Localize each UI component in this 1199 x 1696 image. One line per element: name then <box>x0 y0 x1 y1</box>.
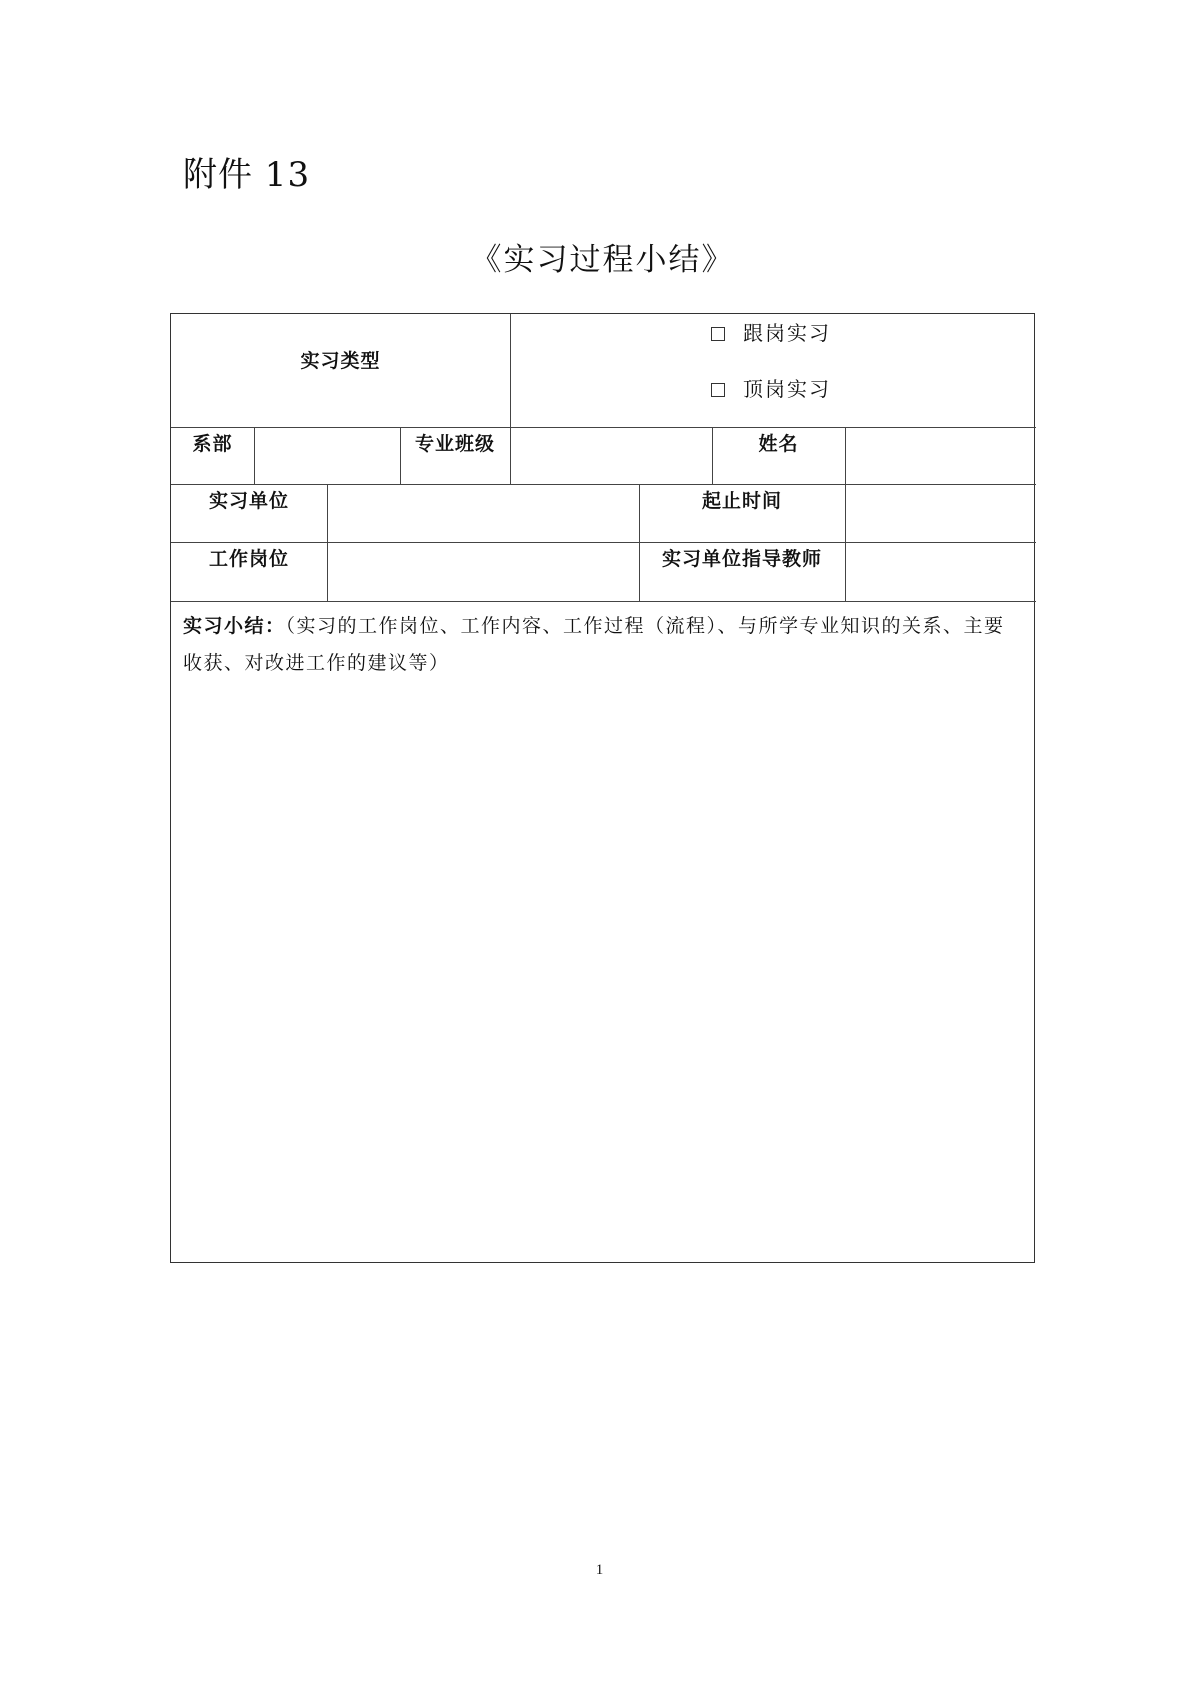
department-field[interactable] <box>255 428 400 484</box>
option-shadow-internship-label: 跟岗实习 <box>743 321 831 345</box>
summary-area[interactable] <box>171 602 1034 1262</box>
option-shadow-internship[interactable] <box>711 320 831 346</box>
attachment-label: 附件 13 <box>183 155 311 195</box>
summary-label: 实习小结： <box>183 615 286 637</box>
position-field[interactable] <box>328 543 639 601</box>
major-class-field[interactable] <box>511 428 712 484</box>
unit-field[interactable] <box>328 485 639 542</box>
option-full-internship-label: 顶岗实习 <box>743 377 831 401</box>
column-divider <box>510 314 511 427</box>
checkbox-icon[interactable] <box>711 383 725 397</box>
document-title: 《实习过程小结》 <box>470 242 735 278</box>
name-label: 姓名 <box>758 433 799 455</box>
major-class-label: 专业班级 <box>414 433 495 455</box>
supervisor-label: 实习单位指导教师 <box>661 548 822 570</box>
period-label: 起止时间 <box>701 490 782 512</box>
option-full-internship[interactable] <box>711 376 831 402</box>
internship-type-label: 实习类型 <box>300 350 381 372</box>
position-label: 工作岗位 <box>208 548 289 570</box>
summary-hint: （实习的工作岗位、工作内容、工作过程（流程）、与所学专业知识的关系、主要收获、对改进工作的建议等） <box>183 615 1005 674</box>
summary-text <box>183 608 1023 682</box>
name-field[interactable] <box>846 428 1035 484</box>
period-field[interactable] <box>846 485 1035 542</box>
department-label: 系部 <box>192 433 233 455</box>
unit-label: 实习单位 <box>208 490 289 512</box>
checkbox-icon[interactable] <box>711 327 725 341</box>
form-table <box>170 313 1035 1263</box>
supervisor-field[interactable] <box>846 543 1035 601</box>
page-number: 1 <box>595 1562 604 1578</box>
